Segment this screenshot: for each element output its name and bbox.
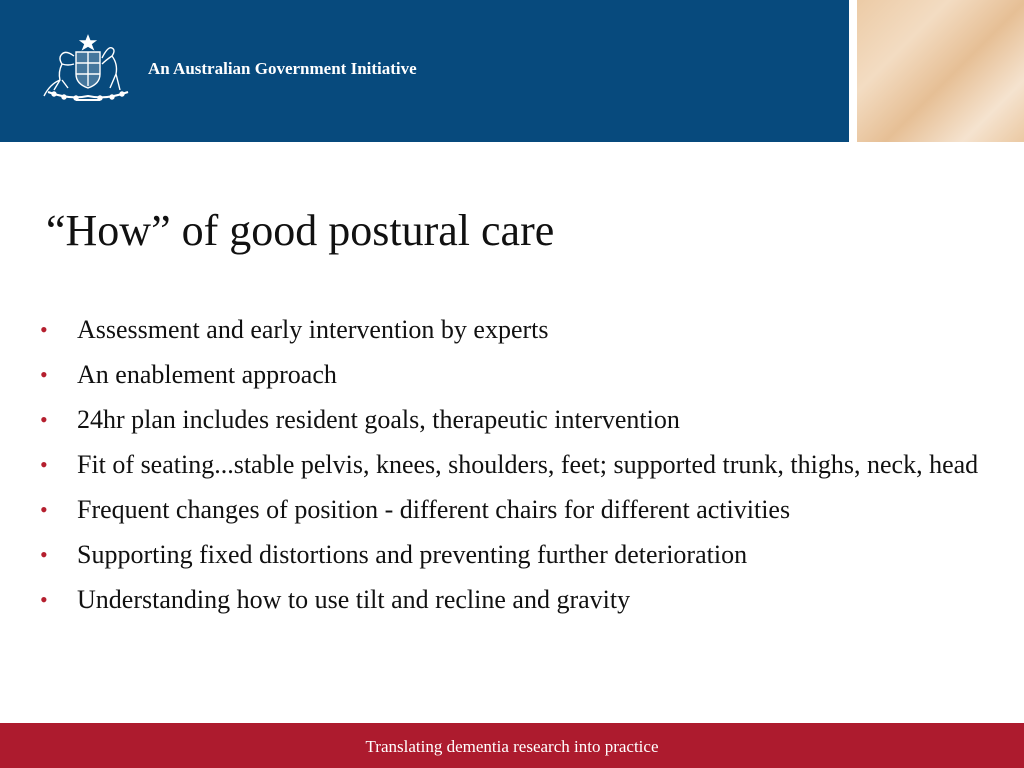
- header-photo: [857, 0, 1024, 142]
- header-divider: [849, 0, 857, 142]
- bullet-text: Supporting fixed distortions and preventing further deterioration: [77, 540, 748, 569]
- bullet-text: 24hr plan includes resident goals, therapeutic intervention: [77, 405, 680, 434]
- bullet-text: Frequent changes of position - different chairs for different activities: [77, 495, 791, 524]
- bullet-text: Assessment and early intervention by experts: [77, 315, 549, 344]
- bullet-list: [40, 314, 980, 629]
- bullet-dot-icon: •: [40, 452, 48, 477]
- bullet-dot-icon: •: [40, 497, 48, 522]
- footer-tagline: Translating dementia research into practice: [365, 737, 659, 756]
- bullet-item: [40, 314, 980, 346]
- agency-tagline: An Australian Government Initiative: [148, 59, 417, 78]
- bullet-dot-icon: •: [40, 317, 48, 342]
- bullet-item: [40, 449, 980, 481]
- bullet-text: Understanding how to use tilt and recline and gravity: [77, 585, 631, 614]
- bullet-text: An enablement approach: [77, 360, 337, 389]
- bullet-dot-icon: •: [40, 542, 48, 567]
- bullet-item: [40, 359, 980, 391]
- bullet-text: Fit of seating...stable pelvis, knees, shoulders, feet; supported trunk, thighs, neck, head: [77, 450, 979, 479]
- bullet-item: [40, 584, 980, 616]
- bullet-item: [40, 404, 980, 436]
- bullet-item: [40, 539, 980, 571]
- slide-title: “How” of good postural care: [46, 206, 555, 255]
- coat-of-arms-icon: [40, 34, 136, 104]
- bullet-dot-icon: •: [40, 407, 48, 432]
- bullet-dot-icon: •: [40, 362, 48, 387]
- bullet-dot-icon: •: [40, 587, 48, 612]
- bullet-item: [40, 494, 980, 526]
